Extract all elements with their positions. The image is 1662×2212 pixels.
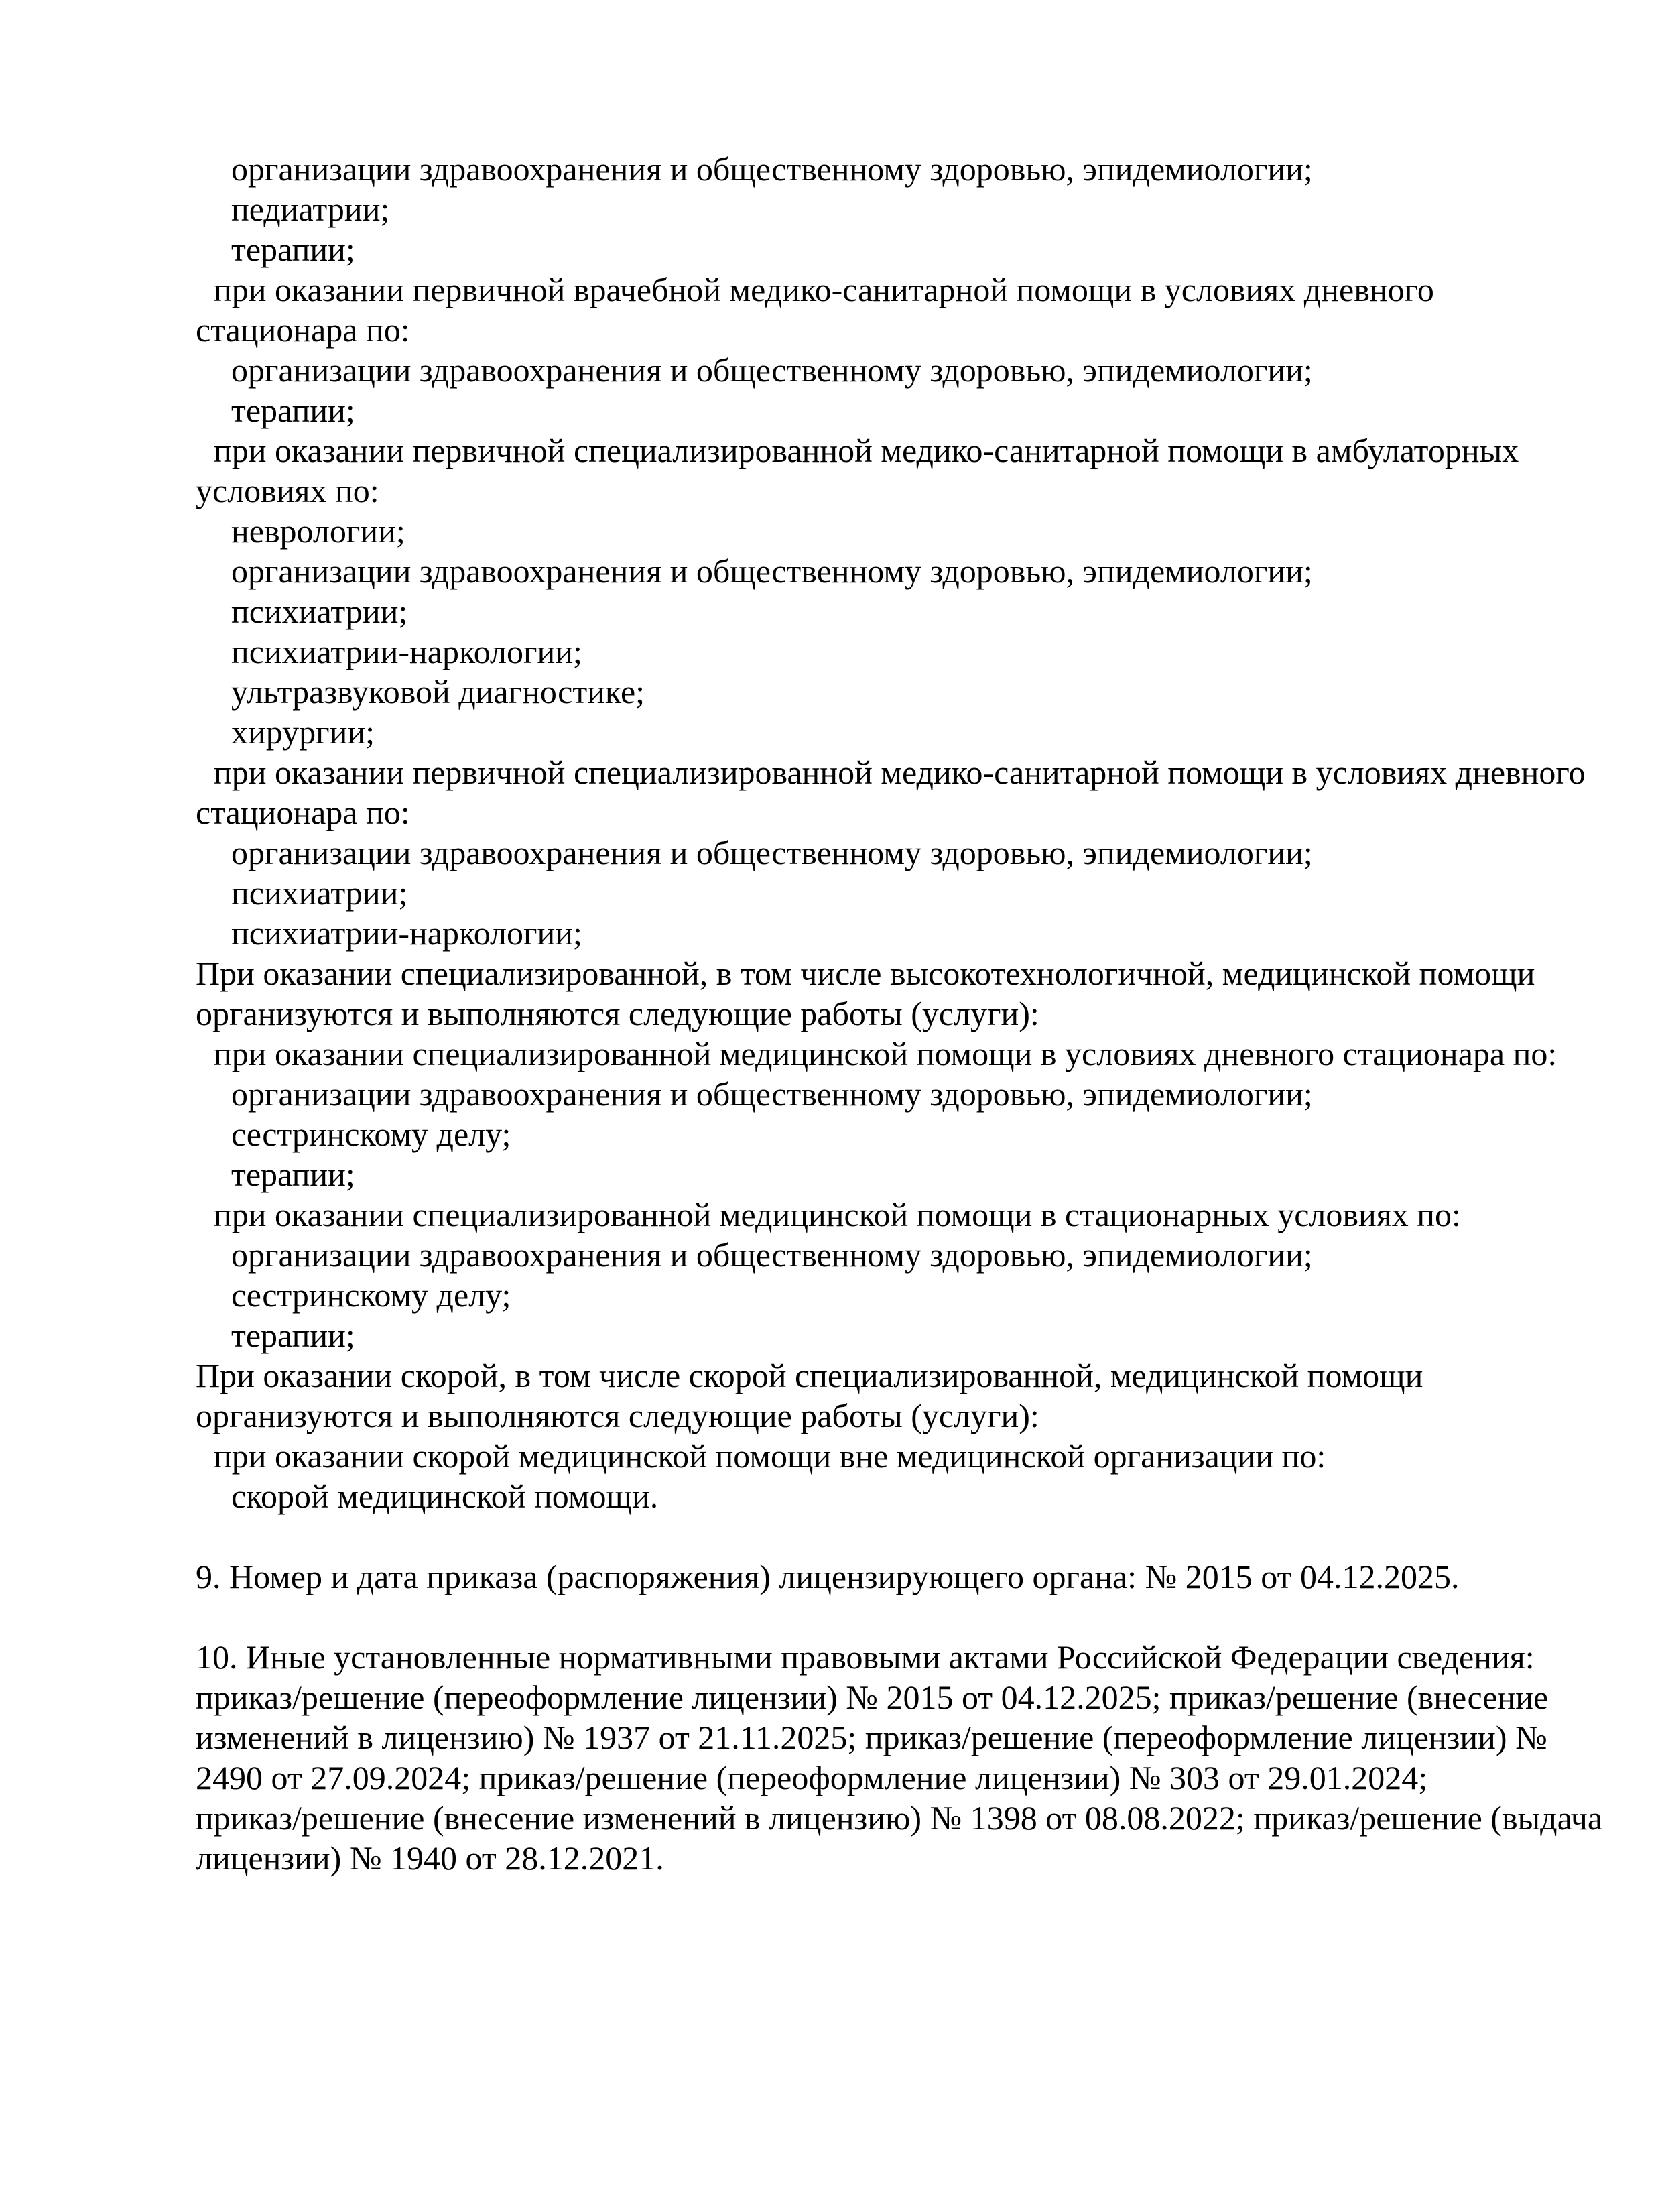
blank-line [196, 1516, 1602, 1556]
document-line: При оказании скорой, в том числе скорой специализированной, медицинской помощи [196, 1357, 1423, 1394]
document-line: стационара по: [196, 311, 410, 349]
document-line: сестринскому делу; [231, 1115, 511, 1153]
document-line: При оказании специализированной, в том числе высокотехнологичной, медицинской помощи [196, 955, 1535, 992]
document-line: терапии; [231, 391, 355, 429]
document-line: неврологии; [231, 512, 405, 550]
document-line: организации здравоохранения и общественному здоровью, эпидемиологии; [231, 150, 1313, 188]
document-line: стационара по: [196, 794, 410, 831]
document-line: 2490 от 27.09.2024; приказ/решение (переоформление лицензии) № 303 от 29.01.2024; [196, 1759, 1428, 1796]
document-line: лицензии) № 1940 от 28.12.2021. [196, 1839, 664, 1877]
document-line: организуются и выполняются следующие работы (услуги): [196, 1397, 1039, 1434]
document-line: при оказании специализированной медицинской помощи в стационарных условиях по: [214, 1196, 1461, 1233]
document-line: при оказании первичной специализированной медико-санитарной помощи в амбулаторных [214, 432, 1519, 469]
document-line: терапии; [231, 231, 355, 268]
blank-line [196, 1597, 1602, 1637]
document-line: терапии; [231, 1156, 355, 1193]
document-line: скорой медицинской помощи. [231, 1477, 659, 1515]
document-line: терапии; [231, 1316, 355, 1354]
document-line: при оказании первичной врачебной медико-санитарной помощи в условиях дневного [214, 271, 1434, 308]
document-line: психиатрии; [231, 874, 408, 912]
document-line: психиатрии-наркологии; [231, 633, 582, 670]
document-line: организуются и выполняются следующие работы (услуги): [196, 995, 1039, 1032]
document-line: психиатрии-наркологии; [231, 914, 582, 952]
document-line: ультразвуковой диагностике; [231, 673, 645, 711]
document-line: психиатрии; [231, 593, 408, 630]
document-line: при оказании скорой медицинской помощи вне медицинской организации по: [214, 1437, 1326, 1475]
document-line: приказ/решение (внесение изменений в лицензию) № 1398 от 08.08.2022; приказ/решение (выдача [196, 1799, 1603, 1837]
document-line: изменений в лицензию) № 1937 от 21.11.2025; приказ/решение (переоформление лицензии) № [196, 1719, 1547, 1756]
document-line: хирургии; [231, 713, 375, 751]
document-line: условиях по: [196, 472, 379, 509]
document-line: 9. Номер и дата приказа (распоряжения) лицензирующего органа: № 2015 от 04.12.2025. [196, 1558, 1460, 1595]
document-line: сестринскому делу; [231, 1276, 511, 1314]
document-line: при оказании специализированной медицинской помощи в условиях дневного стационара по: [214, 1035, 1557, 1072]
document-line: при оказании первичной специализированной медико-санитарной помощи в условиях дневного [214, 753, 1586, 791]
document-line: организации здравоохранения и общественному здоровью, эпидемиологии; [231, 552, 1313, 590]
document-body [196, 149, 1602, 1878]
document-line: организации здравоохранения и общественному здоровью, эпидемиологии; [231, 834, 1313, 871]
document-line: организации здравоохранения и общественному здоровью, эпидемиологии; [231, 351, 1313, 389]
document-line: приказ/решение (переоформление лицензии) № 2015 от 04.12.2025; приказ/решение (внесение [196, 1678, 1549, 1716]
document-line: педиатрии; [231, 190, 390, 228]
document-line: организации здравоохранения и общественному здоровью, эпидемиологии; [231, 1075, 1313, 1113]
document-line: организации здравоохранения и общественному здоровью, эпидемиологии; [231, 1236, 1313, 1274]
document-line: 10. Иные установленные нормативными правовыми актами Российской Федерации сведения: [196, 1638, 1535, 1676]
